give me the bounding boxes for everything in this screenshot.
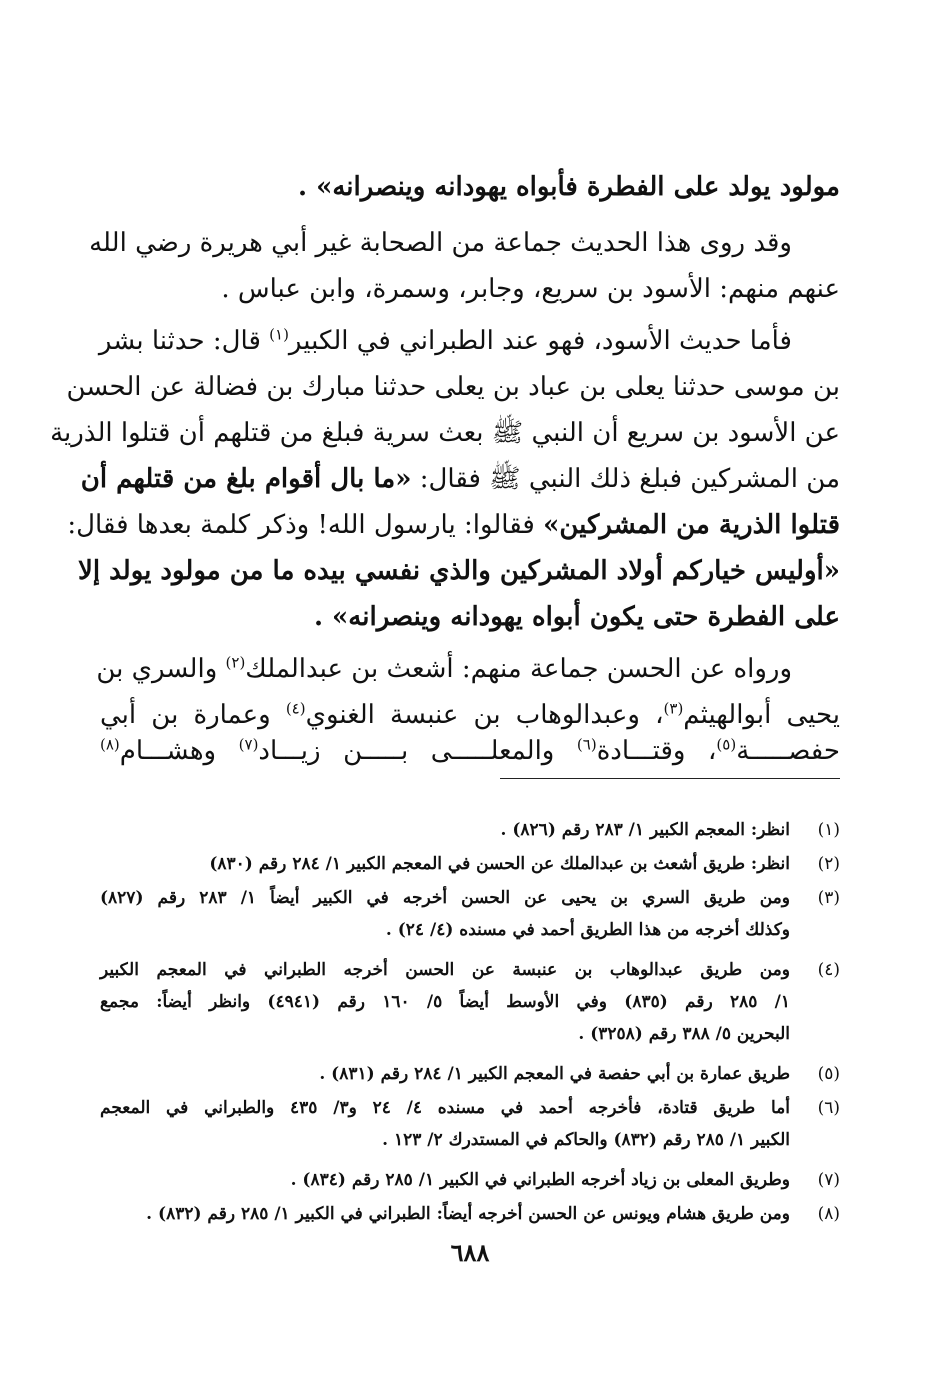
body-line-12 xyxy=(100,698,840,732)
footnote-ref-5[interactable]: (٥) xyxy=(716,735,737,754)
body-line-7 xyxy=(80,462,840,496)
text: فأما حديث الأسود، فهو عند الطبراني في الكبير xyxy=(288,326,792,356)
footnote-number: (٦) xyxy=(817,1098,840,1118)
text: مولود يولد على الفطرة فأبواه يهودانه وينصرانه» . xyxy=(297,172,840,202)
hadith-text: «أوليس خياركم أولاد المشركين والذي نفسي بيده ما من مولود يولد إلا xyxy=(78,556,840,586)
footnote-text: أما طريق قتادة، فأخرجه أحمد في مسنده ٤/ ٢٤ و٣/ ٤٣٥ والطبراني في المعجم xyxy=(100,1098,790,1118)
footnote-number: (٢) xyxy=(817,854,840,874)
body-line-4 xyxy=(100,324,840,358)
footnote-number: (٣) xyxy=(817,888,840,908)
text: من المشركين فبلغ ذلك النبي ﷺ فقال: xyxy=(411,464,840,494)
body-line-13 xyxy=(100,734,840,768)
footnote-ref-1[interactable]: (١) xyxy=(269,325,289,344)
body-line-3 xyxy=(100,272,840,306)
text: قال: حدثنا بشر xyxy=(98,326,270,356)
footnote-number: (١) xyxy=(817,820,840,840)
footnote-text: وكذلك أخرجه من هذا الطريق أحمد في مسنده (٤/ ٢٤) . xyxy=(385,920,790,940)
body-line-1 xyxy=(100,170,840,204)
footnote-text: ومن طريق هشام ويونس عن الحسن أخرجه أيضاً: الطبراني في الكبير ١/ ٢٨٥ رقم (٨٣٢) . xyxy=(146,1204,790,1224)
text: عن الأسود بن سريع أن النبي ﷺ بعث سرية فبلغ من قتلهم أن قتلوا الذرية xyxy=(50,418,840,448)
text: ، وعبدالوهاب بن عنبسة الغنوي xyxy=(305,700,664,730)
footnote-separator xyxy=(500,778,840,779)
footnote-text: البحرين ٥/ ٣٨٨ رقم (٣٢٥٨) . xyxy=(578,1024,790,1044)
text: حفصـــــة xyxy=(736,736,840,766)
footnote-text: وطريق المعلى بن زياد أخرجه الطبراني في الكبير ١/ ٢٨٥ رقم (٨٣٤) . xyxy=(290,1170,790,1190)
footnote-text: ومن طريق السري بن يحيى عن الحسن أخرجه في الكبير أيضاً ١/ ٢٨٣ رقم (٨٢٧) xyxy=(100,888,791,908)
footnote-ref-2[interactable]: (٢) xyxy=(225,653,246,672)
footnote-ref-7[interactable]: (٧) xyxy=(238,735,259,754)
body-line-5 xyxy=(66,370,840,404)
text: ، وقتـــادة xyxy=(596,736,717,766)
hadith-text: على الفطرة حتى يكون أبواه يهودانه وينصرانه» . xyxy=(313,602,840,632)
footnote-ref-6[interactable]: (٦) xyxy=(576,735,597,754)
footnote-number: (٨) xyxy=(817,1204,840,1224)
text: ورواه عن الحسن جماعة منهم: أشعث بن عبدالملك xyxy=(245,654,792,684)
hadith-text: «ما بال أقوام بلغ من قتلهم أن xyxy=(80,464,412,494)
footnote-text: انظر: طريق أشعث بن عبدالملك عن الحسن في المعجم الكبير ١/ ٢٨٤ رقم (٨٣٠) xyxy=(209,854,790,874)
hadith-text: قتلوا الذرية من المشركين» xyxy=(543,510,840,540)
footnote-text: ومن طريق عبدالوهاب بن عنبسة عن الحسن أخرجه الطبراني في المعجم الكبير xyxy=(100,960,790,980)
footnote-text: الكبير ١/ ٢٨٥ رقم (٨٣٢) والحاكم في المستدرك ٢/ ١٢٣ . xyxy=(382,1130,790,1150)
text: وعمارة بن أبي xyxy=(100,700,286,730)
footnote-ref-4[interactable]: (٤) xyxy=(285,699,306,718)
footnote-number: (٥) xyxy=(817,1064,840,1084)
text: بن موسى حدثنا يعلى بن عباد بن يعلى حدثنا مبارك بن فضالة عن الحسن xyxy=(66,372,840,402)
text: فقالوا: يارسول الله! وذكر كلمة بعدها فقال: xyxy=(67,510,544,540)
text: وقد روى هذا الحديث جماعة من الصحابة غير أبي هريرة رضي الله xyxy=(89,228,792,258)
body-line-8 xyxy=(67,508,840,542)
text: والسري بن xyxy=(96,654,226,684)
body-line-6 xyxy=(50,416,840,450)
text: والمعلـــــى بـــــن زيـــاد xyxy=(258,736,577,766)
text: يحيى أبوالهيثم xyxy=(683,700,840,730)
footnote-number: (٤) xyxy=(817,960,840,980)
body-line-9 xyxy=(78,554,840,588)
footnote-ref-3[interactable]: (٣) xyxy=(663,699,684,718)
book-page xyxy=(50,0,840,1388)
footnote-text: انظر: المعجم الكبير ١/ ٢٨٣ رقم (٨٢٦) . xyxy=(500,820,790,840)
text: عنهم منهم: الأسود بن سريع، وجابر، وسمرة، وابن عباس . xyxy=(221,274,840,304)
body-line-10 xyxy=(100,600,840,634)
body-line-11 xyxy=(96,652,840,686)
footnote-number: (٧) xyxy=(817,1170,840,1190)
page-number: ٦٨٨ xyxy=(450,1238,490,1267)
text: وهشـــام xyxy=(119,736,239,766)
body-line-2 xyxy=(89,226,840,260)
footnote-ref-8[interactable]: (٨) xyxy=(100,735,120,754)
footnote-text: ١/ ٢٨٥ رقم (٨٣٥) وفي الأوسط أيضاً ٥/ ١٦٠ رقم (٤٩٤١) وانظر أيضاً: مجمع xyxy=(100,992,790,1012)
footnote-text: طريق عمارة بن أبي حفصة في المعجم الكبير ١/ ٢٨٤ رقم (٨٣١) . xyxy=(319,1064,790,1084)
